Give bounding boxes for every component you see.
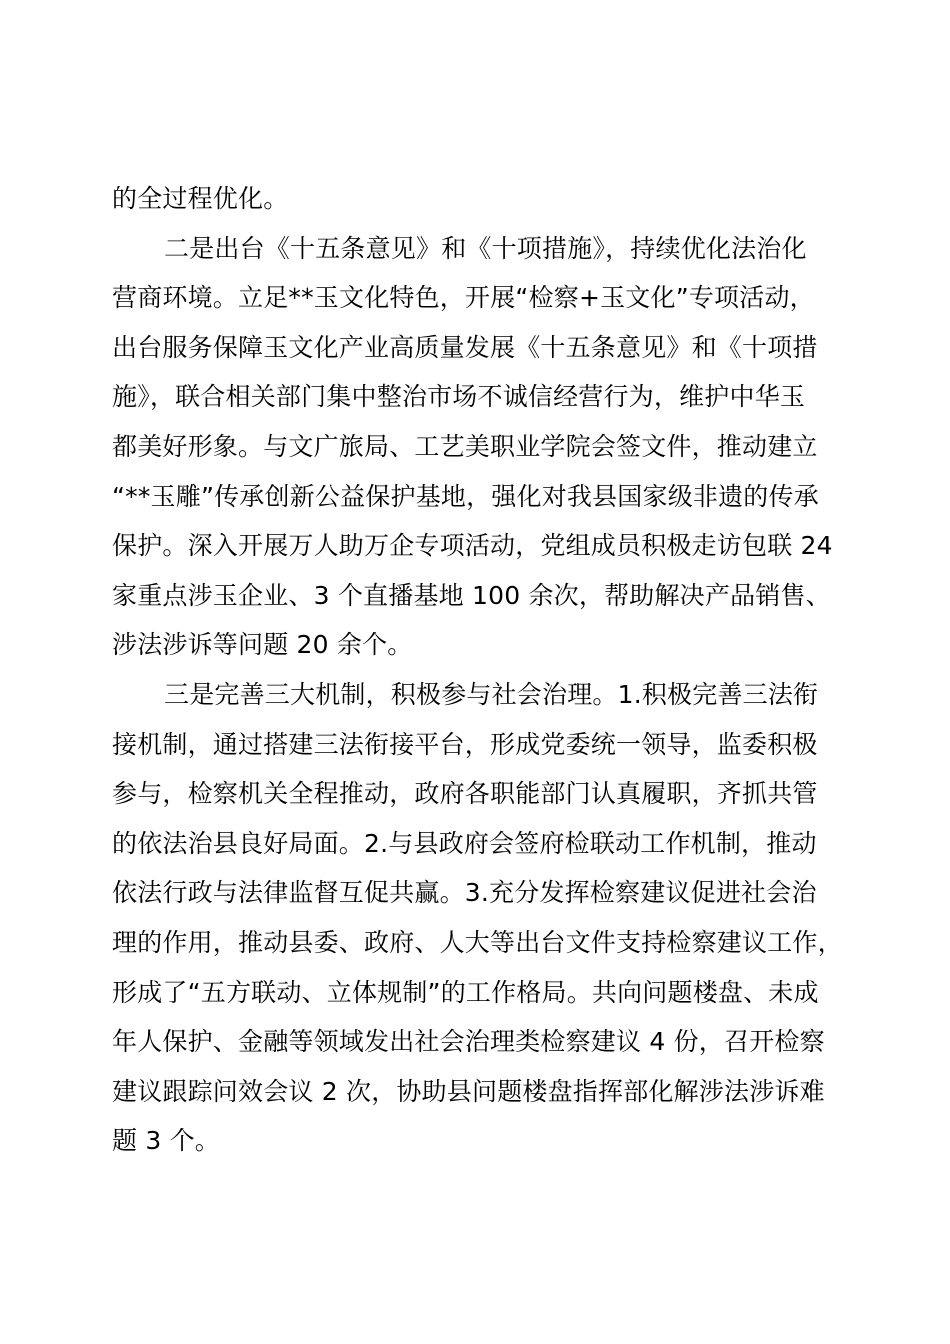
text-line: 年人保护、金融等领域发出社会治理类检察建议 4 份，召开检察 xyxy=(112,1027,825,1057)
text-line: 保护。深入开展万人助万企专项活动，党组成员积极走访包联 24 xyxy=(112,531,833,561)
text-line: “**玉雕”传承创新公益保护基地，强化对我县国家级非遗的传承 xyxy=(112,481,819,511)
text-line: 题 3 个。 xyxy=(112,1126,220,1156)
paragraph-start-line: 二是出台《十五条意见》和《十项措施》，持续优化法治化 xyxy=(164,233,807,263)
text-line: 涉法涉诉等问题 20 余个。 xyxy=(112,630,413,660)
text-line: 依法行政与法律监督互促共赢。3.充分发挥检察建议促进社会治 xyxy=(112,878,817,908)
text-line: 理的作用，推动县委、政府、人大等出台文件支持检察建议工作， xyxy=(112,927,843,957)
text-line: 都美好形象。与文广旅局、工艺美职业学院会签文件，推动建立 xyxy=(112,431,818,461)
text-line: 参与，检察机关全程推动，政府各职能部门认真履职，齐抓共管 xyxy=(112,779,818,809)
text-line: 的全过程优化。 xyxy=(112,184,289,213)
text-line: 的依法治县良好局面。2.与县政府会签府检联动工作机制，推动 xyxy=(112,828,817,858)
text-line: 家重点涉玉企业、3 个直播基地 100 余次，帮助解决产品销售、 xyxy=(112,580,831,610)
text-line: 形成了“五方联动、立体规制”的工作格局。共向问题楼盘、未成 xyxy=(112,977,819,1007)
text-line: 营商环境。立足**玉文化特色，开展“检察+玉文化”专项活动， xyxy=(112,283,815,313)
text-line: 出台服务保障玉文化产业高质量发展《十五条意见》和《十项措 xyxy=(112,332,818,362)
text-line: 接机制，通过搭建三法衔接平台，形成党委统一领导，监委积极 xyxy=(112,729,818,759)
body-text xyxy=(112,174,857,1166)
text-line: 施》，联合相关部门集中整治市场不诚信经营行为，维护中华玉 xyxy=(112,382,806,412)
text-line: 建议跟踪问效会议 2 次，协助县问题楼盘指挥部化解涉法涉诉难 xyxy=(112,1076,825,1106)
paragraph-start-line: 三是完善三大机制，积极参与社会治理。1.积极完善三法衔 xyxy=(164,679,819,709)
